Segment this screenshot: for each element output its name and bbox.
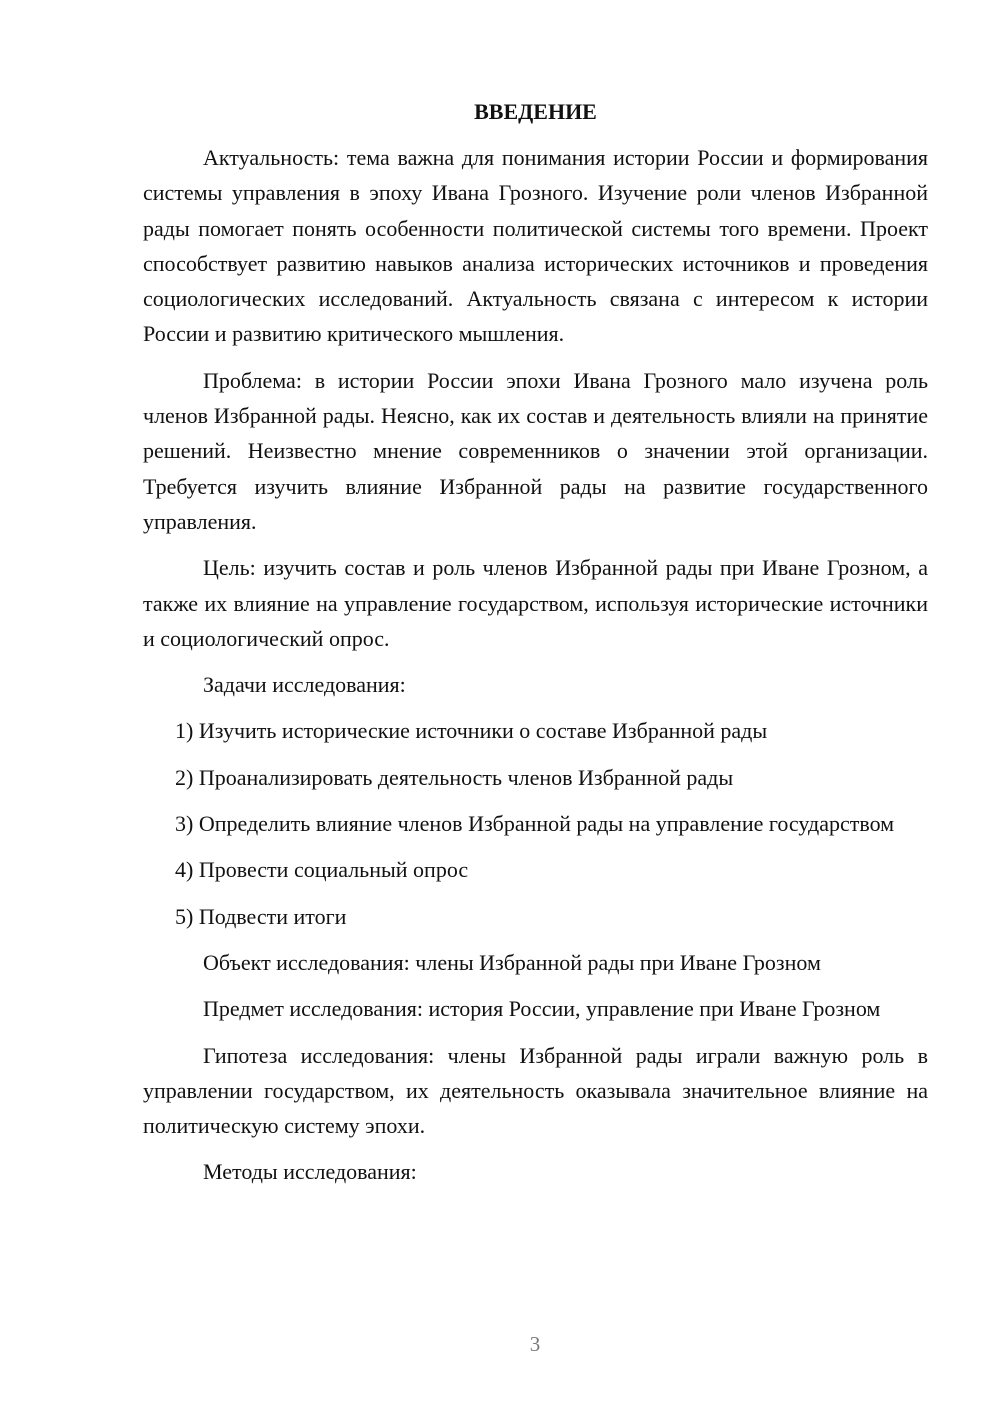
task-item-2: 2) Проанализировать деятельность членов Избранной рады — [175, 764, 734, 790]
goal-paragraph: Цель: изучить состав и роль членов Избранной рады при Иване Грозном, а также их влияние на управление государством, используя исторические источники и социологический опрос. — [143, 555, 928, 651]
task-item-4: 4) Провести социальный опрос — [175, 857, 469, 883]
section-heading: ВВЕДЕНИЕ — [474, 99, 597, 124]
task-item-5: 5) Подвести итоги — [175, 903, 347, 929]
task-item-3: 3) Определить влияние членов Избранной рады на управление государством — [175, 811, 895, 837]
page-content — [143, 94, 928, 1201]
hypothesis-paragraph: Гипотеза исследования: члены Избранной рады играли важную роль в управлении государством, их деятельность оказывала значительное влияние на политическую систему эпохи. — [143, 1042, 928, 1139]
problem-paragraph: Проблема: в истории России эпохи Ивана Грозного мало изучена роль членов Избранной рады. Неясно, как их состав и деятельность влияли на принятие решений. Неизвестно мнение современников о значении этой организации. Требуется изучить влияние Избранной рады на развитие государственного управления. — [143, 367, 928, 534]
page-number: 3 — [529, 1332, 541, 1356]
task-item-1: 1) Изучить исторические источники о составе Избранной рады — [175, 718, 768, 744]
tasks-heading: Задачи исследования: — [203, 672, 406, 698]
subject-paragraph: Предмет исследования: история России, управление при Иване Грозном — [203, 996, 881, 1022]
relevance-paragraph: Актуальность: тема важна для понимания истории России и формирования системы управления в эпоху Ивана Грозного. Изучение роли членов Избранной рады помогает понять особенности политической системы того времени. Проект способствует развитию навыков анализа исторических источников и проведения социологических исследований. Актуальность связана с интересом к истории России и развитию критического мышления. — [143, 145, 928, 347]
object-paragraph: Объект исследования: члены Избранной рады при Иване Грозном — [203, 949, 821, 975]
methods-heading: Методы исследования: — [203, 1159, 417, 1185]
